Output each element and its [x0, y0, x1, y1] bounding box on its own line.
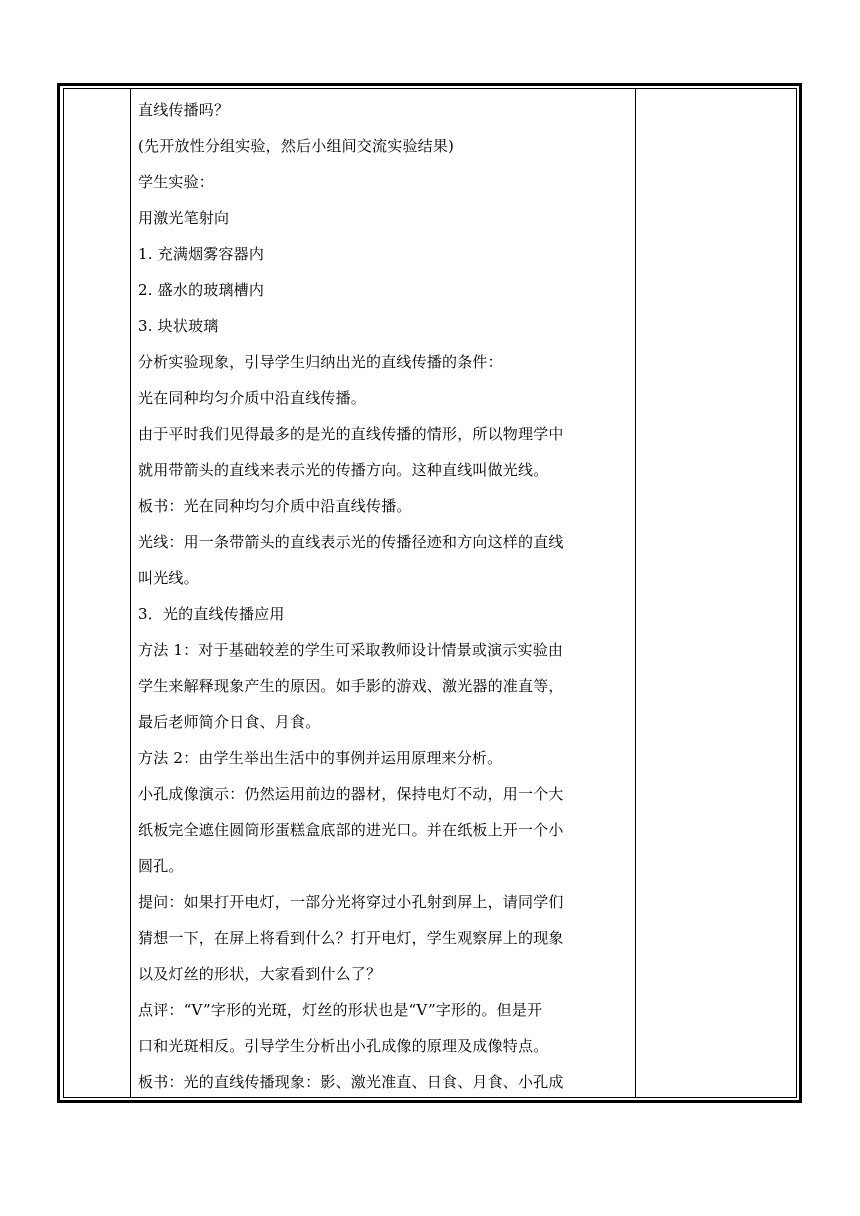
text-line: 点评：“V”字形的光斑，灯丝的形状也是“V”字形的。但是开	[138, 1001, 543, 1019]
text-line: 提问：如果打开电灯，一部分光将穿过小孔射到屏上，请同学们	[138, 893, 564, 911]
text-line: 叫光线。	[138, 569, 199, 587]
text-line: 学生来解释现象产生的原因。如手影的游戏、激光器的准直等，	[138, 677, 564, 695]
text-line: 猜想一下，在屏上将看到什么？打开电灯，学生观察屏上的现象	[138, 929, 564, 947]
text-line: 分析实验现象，引导学生归纳出光的直线传播的条件：	[138, 353, 503, 371]
text-line: (先开放性分组实验，然后小组间交流实验结果)	[138, 137, 455, 155]
text-line: 3．光的直线传播应用	[138, 605, 285, 623]
text-line: 直线传播吗？	[138, 101, 230, 119]
text-line: 2. 盛水的玻璃槽内	[138, 281, 265, 299]
text-line: 口和光斑相反。引导学生分析出小孔成像的原理及成像特点。	[138, 1037, 549, 1055]
text-line: 以及灯丝的形状，大家看到什么了？	[138, 965, 382, 983]
text-line: 由于平时我们见得最多的是光的直线传播的情形，所以物理学中	[138, 425, 564, 443]
text-line: 圆孔。	[138, 857, 184, 875]
text-line: 光线：用一条带箭头的直线表示光的传播径迹和方向这样的直线	[138, 533, 564, 551]
text-line: 小孔成像演示：仍然运用前边的器材，保持电灯不动，用一个大	[138, 785, 564, 803]
text-line: 学生实验：	[138, 173, 215, 191]
text-line: 就用带箭头的直线来表示光的传播方向。这种直线叫做光线。	[138, 461, 549, 479]
text-line: 3. 块状玻璃	[138, 317, 219, 335]
text-line: 板书：光的直线传播现象：影、激光准直、日食、月食、小孔成	[138, 1073, 564, 1091]
text-line: 1. 充满烟雾容器内	[138, 245, 265, 263]
text-line: 用激光笔射向	[138, 209, 230, 227]
text-line: 光在同种均匀介质中沿直线传播。	[138, 389, 367, 407]
table-column-divider-left	[130, 88, 131, 1098]
text-line: 纸板完全遮住圆筒形蛋糕盒底部的进光口。并在纸板上开一个小	[138, 821, 564, 839]
table-column-divider-right	[635, 88, 636, 1098]
lesson-content-cell	[138, 92, 630, 1100]
text-line: 方法 1：对于基础较差的学生可采取教师设计情景或演示实验由	[138, 641, 564, 659]
text-line: 板书：光在同种均匀介质中沿直线传播。	[138, 497, 412, 515]
text-line: 方法 2：由学生举出生活中的事例并运用原理来分析。	[138, 749, 503, 767]
text-line: 最后老师简介日食、月食。	[138, 713, 321, 731]
